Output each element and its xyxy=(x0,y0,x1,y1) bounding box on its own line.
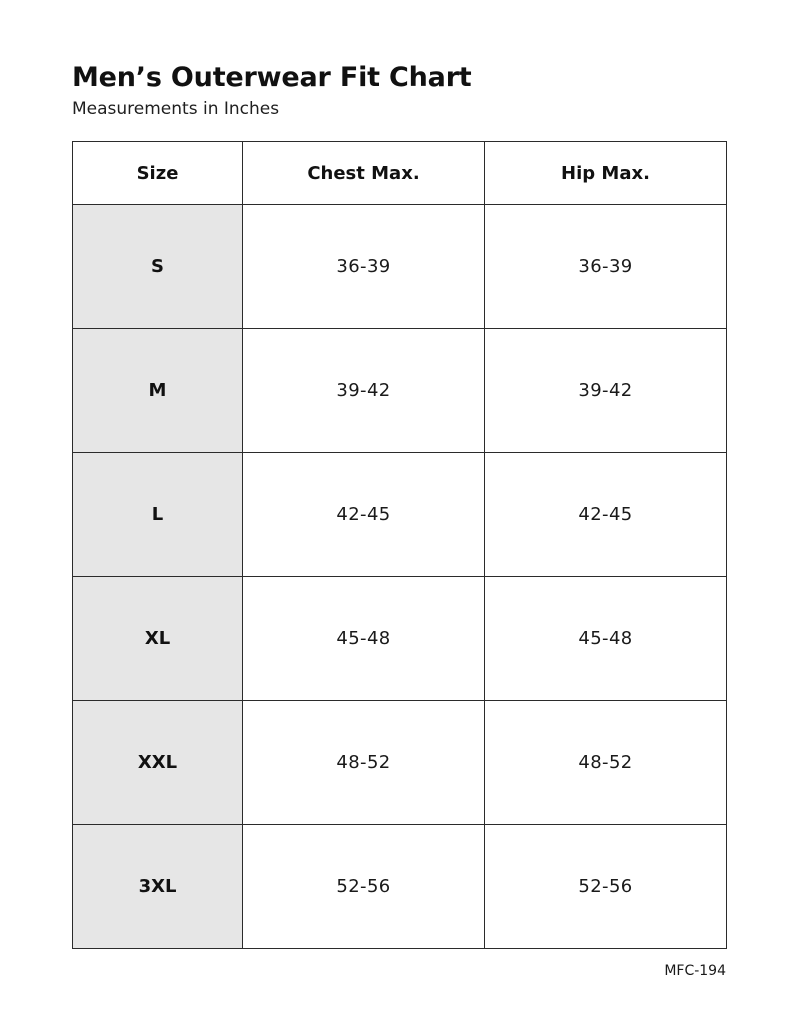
cell-hip: 36-39 xyxy=(485,205,727,329)
cell-hip: 48-52 xyxy=(485,701,727,825)
cell-chest: 52-56 xyxy=(243,825,485,949)
cell-chest: 42-45 xyxy=(243,453,485,577)
table-row xyxy=(73,329,727,453)
size-chart-table xyxy=(72,141,727,949)
cell-hip: 45-48 xyxy=(485,577,727,701)
column-header-chest-max: Chest Max. xyxy=(243,142,485,205)
table-body xyxy=(73,205,727,949)
table-row xyxy=(73,453,727,577)
table-row xyxy=(73,825,727,949)
cell-chest: 45-48 xyxy=(243,577,485,701)
table-header-row xyxy=(73,142,727,205)
cell-size: S xyxy=(73,205,243,329)
column-header-size: Size xyxy=(73,142,243,205)
cell-size: XL xyxy=(73,577,243,701)
page-title: Men’s Outerwear Fit Chart xyxy=(72,62,472,93)
cell-chest: 39-42 xyxy=(243,329,485,453)
cell-chest: 48-52 xyxy=(243,701,485,825)
cell-size: XXL xyxy=(73,701,243,825)
cell-hip: 52-56 xyxy=(485,825,727,949)
table-header xyxy=(73,142,727,205)
table-row xyxy=(73,205,727,329)
cell-size: L xyxy=(73,453,243,577)
cell-hip: 42-45 xyxy=(485,453,727,577)
column-header-hip-max: Hip Max. xyxy=(485,142,727,205)
cell-size: M xyxy=(73,329,243,453)
table-row xyxy=(73,577,727,701)
page-subtitle: Measurements in Inches xyxy=(72,99,280,119)
cell-hip: 39-42 xyxy=(485,329,727,453)
document-code: MFC-194 xyxy=(664,963,726,979)
cell-size: 3XL xyxy=(73,825,243,949)
cell-chest: 36-39 xyxy=(243,205,485,329)
table-row xyxy=(73,701,727,825)
